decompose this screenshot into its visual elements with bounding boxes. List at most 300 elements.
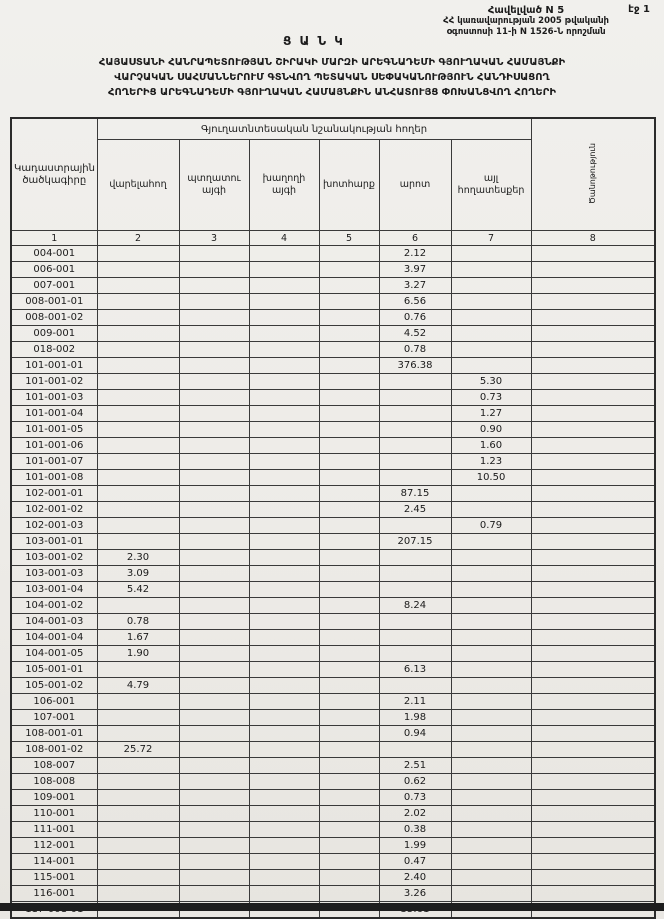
area-value-cell [531,470,655,486]
area-value-cell [249,262,319,278]
area-value-cell [97,422,179,438]
area-value-cell [179,870,249,886]
area-value-cell [179,310,249,326]
area-value-cell [531,678,655,694]
table-row [11,870,655,886]
area-value-cell [451,262,531,278]
area-value-cell [97,502,179,518]
area-value-cell: 1.67 [97,630,179,646]
area-value-cell: 8.24 [379,598,451,614]
area-value-cell [249,534,319,550]
area-value-cell [249,406,319,422]
area-value-cell: 1.27 [451,406,531,422]
area-value-cell [531,566,655,582]
col-number-4: 4 [249,231,319,246]
table-row [11,294,655,310]
area-value-cell [249,870,319,886]
area-value-cell [319,838,379,854]
note-header-vertical-label: Ծանոթություն [588,142,598,204]
area-value-cell [379,406,451,422]
title-line-3: ՀՈՂԵՐԻՑ ԱՐԵԳՆԱԴԵՄԻ ԳՅՈՒՂԱԿԱՆ ՀԱՄԱՅՆՔԻՆ ԱՆՀԱՏՈՒՅՑ ՓՈԽԱՆՑՎՈՂ ՀՈՂԵՐԻ [108,87,556,98]
cadastral-code-cell: 018-002 [11,342,97,358]
area-value-cell [531,662,655,678]
area-value-cell [451,342,531,358]
area-value-cell [319,774,379,790]
table-row [11,486,655,502]
area-value-cell [249,550,319,566]
area-value-cell [179,262,249,278]
table-row [11,470,655,486]
cadastral-code-cell: 103-001-02 [11,550,97,566]
area-value-cell [319,886,379,902]
area-value-cell [531,534,655,550]
area-value-cell [451,806,531,822]
area-value-cell [249,278,319,294]
area-value-cell [319,742,379,758]
area-value-cell [249,726,319,742]
cadastral-code-cell: 101-001-06 [11,438,97,454]
area-value-cell [531,822,655,838]
area-value-cell [319,806,379,822]
area-value-cell [179,326,249,342]
area-value-cell [379,470,451,486]
area-value-cell [179,790,249,806]
area-value-cell [179,694,249,710]
cadastral-code-cell: 109-001 [11,790,97,806]
table-row [11,358,655,374]
area-value-cell [179,886,249,902]
area-value-cell [249,246,319,262]
cadastral-code-cell: 103-001-04 [11,582,97,598]
area-value-cell: 0.90 [451,422,531,438]
col-header-arable: վարելահող [97,140,179,231]
area-value-cell: 87.15 [379,486,451,502]
area-value-cell [451,294,531,310]
area-value-cell [319,454,379,470]
area-value-cell [97,310,179,326]
table-row [11,326,655,342]
cadastral-code-cell: 101-001-08 [11,470,97,486]
area-value-cell: 0.73 [379,790,451,806]
area-value-cell [97,886,179,902]
area-value-cell [249,838,319,854]
table-row [11,374,655,390]
cadastral-code-cell: 108-007 [11,758,97,774]
cadastral-code-cell: 108-001-02 [11,742,97,758]
cadastral-code-cell: 114-001 [11,854,97,870]
area-value-cell [379,454,451,470]
table-row [11,550,655,566]
area-value-cell [379,518,451,534]
area-value-cell [179,278,249,294]
cadastral-code-cell: 105-001-01 [11,662,97,678]
table-row [11,694,655,710]
area-value-cell: 6.56 [379,294,451,310]
area-value-cell [179,598,249,614]
area-value-cell [249,342,319,358]
area-value-cell [249,806,319,822]
area-value-cell [249,326,319,342]
col-header-cadastral-code: Կադաստրային ծածկագիրը [11,118,97,231]
table-row [11,838,655,854]
area-value-cell [179,726,249,742]
land-parcels-table [10,117,656,919]
area-value-cell [319,342,379,358]
area-value-cell: 2.51 [379,758,451,774]
area-value-cell [319,438,379,454]
area-value-cell [451,566,531,582]
table-row [11,790,655,806]
area-value-cell [451,726,531,742]
cadastral-code-cell: 102-001-01 [11,486,97,502]
area-value-cell [179,854,249,870]
area-value-cell [531,406,655,422]
col-header-hayfield: խոտհարք [319,140,379,231]
area-value-cell [179,710,249,726]
table-row [11,534,655,550]
area-value-cell [249,582,319,598]
area-value-cell [451,886,531,902]
area-value-cell [451,630,531,646]
table-row [11,246,655,262]
appendix-line-3: օգոստոսի 11-ի N 1526-Ն որոշման [446,27,606,37]
area-value-cell [319,374,379,390]
area-value-cell [179,662,249,678]
area-value-cell [249,694,319,710]
area-value-cell [379,582,451,598]
area-value-cell [97,598,179,614]
area-value-cell [179,678,249,694]
table-row [11,854,655,870]
area-value-cell [451,710,531,726]
area-value-cell [97,518,179,534]
area-value-cell [179,374,249,390]
table-row [11,582,655,598]
area-value-cell [179,774,249,790]
area-value-cell [451,662,531,678]
area-value-cell [97,710,179,726]
area-value-cell [97,326,179,342]
area-value-cell [249,758,319,774]
cadastral-code-cell: 104-001-05 [11,646,97,662]
area-value-cell [179,582,249,598]
area-value-cell [97,390,179,406]
area-value-cell [319,790,379,806]
area-value-cell [319,486,379,502]
area-value-cell [179,454,249,470]
table-row [11,438,655,454]
table-row [11,406,655,422]
cadastral-code-cell: 008-001-02 [11,310,97,326]
cadastral-code-cell: 107-001 [11,710,97,726]
area-value-cell [319,822,379,838]
area-value-cell [451,582,531,598]
area-value-cell: 2.11 [379,694,451,710]
area-value-cell [531,518,655,534]
area-value-cell: 4.52 [379,326,451,342]
col-number-6: 6 [379,231,451,246]
area-value-cell: 0.47 [379,854,451,870]
area-value-cell [451,358,531,374]
area-value-cell [179,470,249,486]
area-value-cell [319,550,379,566]
area-value-cell [97,662,179,678]
group-header-row [11,118,655,140]
table-row [11,262,655,278]
area-value-cell [179,838,249,854]
area-value-cell [531,454,655,470]
area-value-cell [379,566,451,582]
area-value-cell [531,390,655,406]
area-value-cell [179,742,249,758]
area-value-cell: 6.13 [379,662,451,678]
table-row [11,758,655,774]
col-group-header-agricultural: Գյուղատնտեսական նշանակության հողեր [97,118,531,140]
col-header-orchard: պտղատու այգի [179,140,249,231]
area-value-cell [249,310,319,326]
area-value-cell [179,486,249,502]
table-row [11,822,655,838]
area-value-cell [531,310,655,326]
table-row [11,806,655,822]
table-row [11,454,655,470]
area-value-cell [531,614,655,630]
col-number-2: 2 [97,231,179,246]
table-row [11,678,655,694]
area-value-cell: 0.94 [379,726,451,742]
area-value-cell [531,374,655,390]
area-value-cell: 2.30 [97,550,179,566]
area-value-cell [179,518,249,534]
area-value-cell [249,470,319,486]
area-value-cell [379,614,451,630]
cadastral-code-cell: 006-001 [11,262,97,278]
area-value-cell [97,246,179,262]
cadastral-code-cell: 008-001-01 [11,294,97,310]
area-value-cell [97,262,179,278]
area-value-cell: 2.02 [379,806,451,822]
area-value-cell [97,470,179,486]
appendix-line-1: Հավելված N 5 [487,5,565,16]
table-row [11,646,655,662]
cadastral-code-cell: 106-001 [11,694,97,710]
area-value-cell [249,710,319,726]
area-value-cell [249,742,319,758]
cadastral-code-cell: 104-001-02 [11,598,97,614]
area-value-cell [249,886,319,902]
area-value-cell [531,550,655,566]
table-row [11,598,655,614]
area-value-cell [451,278,531,294]
area-value-cell [319,390,379,406]
area-value-cell [319,678,379,694]
area-value-cell [531,358,655,374]
area-value-cell [97,838,179,854]
area-value-cell [97,486,179,502]
area-value-cell [97,438,179,454]
cadastral-code-cell: 102-001-02 [11,502,97,518]
area-value-cell [531,422,655,438]
area-value-cell [249,502,319,518]
area-value-cell [97,534,179,550]
area-value-cell [379,422,451,438]
area-value-cell [531,758,655,774]
area-value-cell: 1.99 [379,838,451,854]
cadastral-code-cell: 105-001-02 [11,678,97,694]
area-value-cell: 0.76 [379,310,451,326]
area-value-cell [249,454,319,470]
cadastral-code-cell: 110-001 [11,806,97,822]
area-value-cell [379,390,451,406]
col-header-vineyard: խաղողի այգի [249,140,319,231]
area-value-cell [319,358,379,374]
area-value-cell [249,518,319,534]
table-row [11,390,655,406]
col-number-5: 5 [319,231,379,246]
area-value-cell: 2.40 [379,870,451,886]
area-value-cell [249,358,319,374]
area-value-cell: 0.62 [379,774,451,790]
area-value-cell [531,854,655,870]
area-value-cell: 4.79 [97,678,179,694]
area-value-cell [97,806,179,822]
area-value-cell [249,486,319,502]
area-value-cell [451,310,531,326]
area-value-cell [179,614,249,630]
cadastral-code-cell: 111-001 [11,822,97,838]
area-value-cell [249,438,319,454]
area-value-cell [319,854,379,870]
area-value-cell [531,694,655,710]
area-value-cell: 2.45 [379,502,451,518]
area-value-cell [451,550,531,566]
area-value-cell [97,758,179,774]
area-value-cell [379,550,451,566]
area-value-cell [319,534,379,550]
area-value-cell: 2.12 [379,246,451,262]
cadastral-code-cell: 009-001 [11,326,97,342]
table-row [11,278,655,294]
area-value-cell [531,870,655,886]
cadastral-code-cell: 102-001-03 [11,518,97,534]
area-value-cell [249,822,319,838]
area-value-cell [249,646,319,662]
area-value-cell [249,566,319,582]
area-value-cell [97,726,179,742]
area-value-cell [249,854,319,870]
area-value-cell [179,806,249,822]
area-value-cell [451,694,531,710]
area-value-cell [531,598,655,614]
area-value-cell [249,790,319,806]
area-value-cell: 1.90 [97,646,179,662]
area-value-cell [319,694,379,710]
area-value-cell [531,246,655,262]
area-value-cell [319,710,379,726]
area-value-cell: 1.98 [379,710,451,726]
col-number-8: 8 [531,231,655,246]
area-value-cell [451,742,531,758]
area-value-cell [249,294,319,310]
area-value-cell [179,630,249,646]
area-value-cell [379,374,451,390]
area-value-cell [319,406,379,422]
area-value-cell [97,790,179,806]
area-value-cell [451,790,531,806]
area-value-cell [319,646,379,662]
area-value-cell [319,262,379,278]
cadastral-code-cell: 101-001-05 [11,422,97,438]
area-value-cell [531,646,655,662]
area-value-cell [249,390,319,406]
table-row [11,310,655,326]
area-value-cell [319,870,379,886]
area-value-cell [179,566,249,582]
area-value-cell [249,598,319,614]
area-value-cell: 1.60 [451,438,531,454]
area-value-cell [531,486,655,502]
table-row [11,662,655,678]
area-value-cell [319,582,379,598]
area-value-cell [319,310,379,326]
cadastral-code-cell: 101-001-04 [11,406,97,422]
col-header-note [531,118,655,231]
area-value-cell [379,742,451,758]
table-row [11,710,655,726]
area-value-cell [451,838,531,854]
area-value-cell: 3.97 [379,262,451,278]
area-value-cell [179,246,249,262]
area-value-cell [379,630,451,646]
area-value-cell [249,774,319,790]
area-value-cell [249,662,319,678]
area-value-cell [179,438,249,454]
cadastral-code-cell: 007-001 [11,278,97,294]
area-value-cell [319,598,379,614]
area-value-cell [451,326,531,342]
area-value-cell [379,438,451,454]
area-value-cell [531,294,655,310]
area-value-cell: 3.09 [97,566,179,582]
table-row [11,342,655,358]
area-value-cell [179,422,249,438]
area-value-cell [531,790,655,806]
area-value-cell [319,758,379,774]
cadastral-code-cell: 108-008 [11,774,97,790]
table-row [11,630,655,646]
area-value-cell: 3.26 [379,886,451,902]
table-row [11,742,655,758]
area-value-cell [319,518,379,534]
area-value-cell [249,614,319,630]
area-value-cell [179,646,249,662]
area-value-cell [451,614,531,630]
area-value-cell [531,630,655,646]
area-value-cell [97,342,179,358]
area-value-cell [319,246,379,262]
area-value-cell [319,470,379,486]
area-value-cell [451,774,531,790]
area-value-cell [249,630,319,646]
col-number-3: 3 [179,231,249,246]
area-value-cell [531,742,655,758]
area-value-cell [97,278,179,294]
title-line-2: ՎԱՐՉԱԿԱՆ ՍԱՀՄԱՆՆԵՐՈՒՄ ԳՏՆՎՈՂ ՊԵՏԱԿԱՆ ՍԵՓԱԿԱՆՈՒԹՅՈՒՆ ՀԱՆԴԻՍԱՑՈՂ [114,72,550,83]
area-value-cell [97,854,179,870]
area-value-cell [531,262,655,278]
cadastral-code-cell: 103-001-03 [11,566,97,582]
cadastral-code-cell: 115-001 [11,870,97,886]
